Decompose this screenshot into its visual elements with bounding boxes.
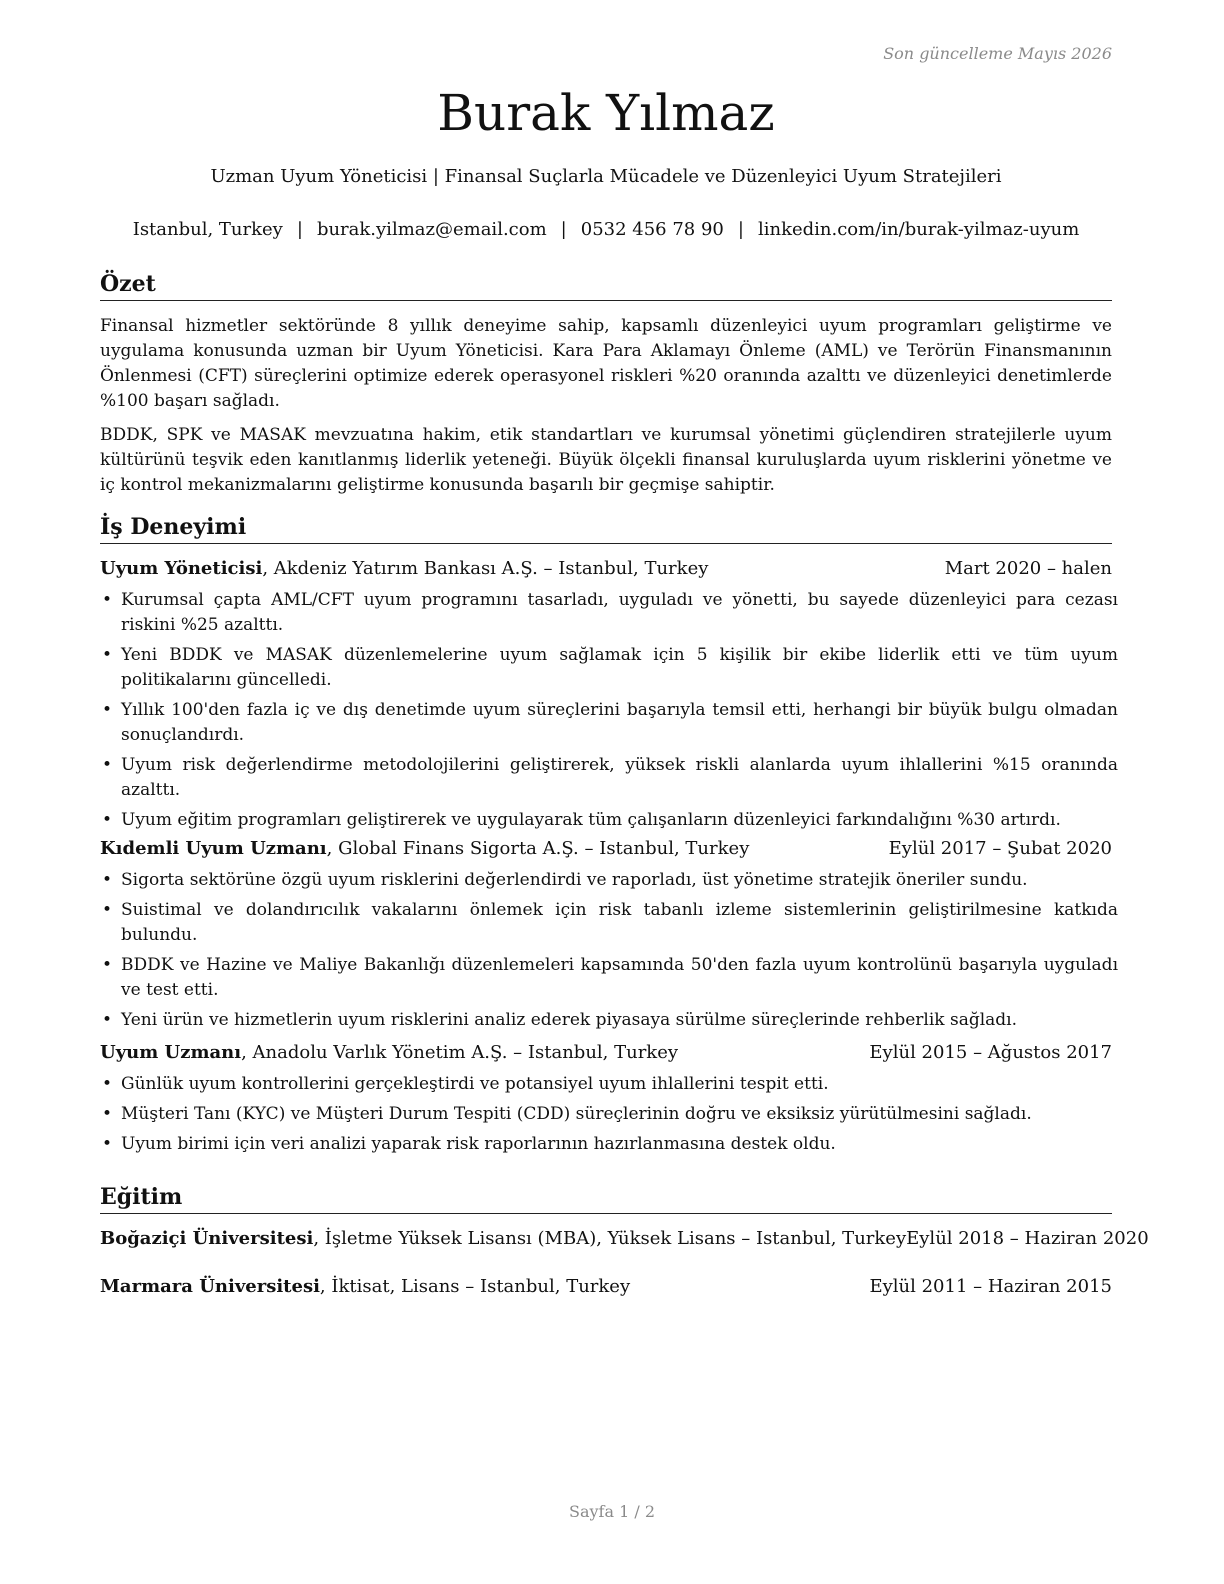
- contact-location: Istanbul, Turkey: [132, 219, 283, 240]
- bullet-text: Sigorta sektörüne özgü uyum risklerini değerlendirdi ve raporladı, üst yönetime stratejik öneriler sundu.: [121, 870, 1028, 890]
- job-header: [100, 838, 1112, 859]
- job-bullets: [100, 868, 1118, 1038]
- bullet-text: Yeni ürün ve hizmetlerin uyum risklerini analiz ederek piyasaya sürülme süreçlerinde rehberlik sağladı.: [121, 1010, 1018, 1030]
- job-details: , Akdeniz Yatırım Bankası A.Ş. – Istanbul, Turkey: [262, 558, 709, 579]
- contact-line: [100, 219, 1112, 240]
- bullet-text: Uyum birimi için veri analizi yaparak risk raporlarının hazırlanmasına destek oldu.: [121, 1134, 836, 1154]
- section-heading-experience: İş Deneyimi: [100, 513, 1112, 544]
- job-details: , Anadolu Varlık Yönetim A.Ş. – Istanbul, Turkey: [241, 1042, 679, 1063]
- education-details: , İktisat, Lisans – Istanbul, Turkey: [319, 1276, 631, 1297]
- bullet-icon: •: [102, 1104, 113, 1124]
- contact-separator: |: [296, 219, 303, 240]
- tagline: Uzman Uyum Yöneticisi | Finansal Suçlarla Mücadele ve Düzenleyici Uyum Stratejileri: [210, 166, 1002, 187]
- bullet-text: Uyum risk değerlendirme metodolojilerini geliştirerek, yüksek riskli alanlarda uyum ihlallerini %15 oranında azalttı.: [121, 755, 1118, 800]
- school-name: Boğaziçi Üniversitesi: [100, 1228, 314, 1249]
- last-updated: Son güncelleme Mayıs 2026: [883, 44, 1112, 63]
- list-item: [100, 698, 1118, 748]
- bullet-icon: •: [102, 645, 113, 665]
- bullet-icon: •: [102, 1010, 113, 1030]
- list-item: [100, 953, 1118, 1003]
- list-item: [100, 1072, 1118, 1097]
- list-item: [100, 898, 1118, 948]
- bullet-icon: •: [102, 755, 113, 775]
- job-bullets: [100, 1072, 1118, 1162]
- education-line: [100, 1276, 630, 1297]
- education-item: [100, 1276, 1112, 1297]
- school-name: Marmara Üniversitesi: [100, 1276, 320, 1297]
- bullet-icon: •: [102, 955, 113, 975]
- job-header: [100, 558, 1112, 579]
- bullet-text: Günlük uyum kontrollerini gerçekleştirdi ve potansiyel uyum ihlallerini tespit etti.: [121, 1074, 829, 1094]
- section-heading-summary: Özet: [100, 270, 1112, 301]
- bullet-text: Suistimal ve dolandırıcılık vakalarını önlemek için risk tabanlı izleme sistemlerinin geliştirilmesine katkıda bulundu.: [121, 900, 1118, 945]
- job-dates: Eylül 2015 – Ağustos 2017: [869, 1042, 1112, 1063]
- list-item: [100, 1008, 1118, 1033]
- list-item: [100, 1102, 1118, 1127]
- job-title: Uyum Yöneticisi: [100, 558, 263, 579]
- education-dates: Eylül 2011 – Haziran 2015: [869, 1276, 1112, 1297]
- bullet-text: BDDK ve Hazine ve Maliye Bakanlığı düzenlemeleri kapsamında 50'den fazla uyum kontrolünü başarıyla uyguladı ve test etti.: [121, 955, 1118, 1000]
- bullet-icon: •: [102, 870, 113, 890]
- section-heading-education: Eğitim: [100, 1183, 1112, 1214]
- bullet-text: Kurumsal çapta AML/CFT uyum programını tasarladı, uyguladı ve yönetti, bu sayede düzenleyici para cezası riskini %25 azalttı.: [121, 590, 1118, 635]
- education-dates: Eylül 2018 – Haziran 2020: [906, 1228, 1149, 1249]
- job-dates: Mart 2020 – halen: [944, 558, 1112, 579]
- contact-phone: 0532 456 78 90: [580, 219, 724, 240]
- resume-page: [100, 0, 1149, 1584]
- contact-separator: |: [560, 219, 567, 240]
- list-item: [100, 808, 1118, 833]
- education-details: , İşletme Yüksek Lisansı (MBA), Yüksek Lisans – Istanbul, Turkey: [313, 1228, 907, 1249]
- job-bullets: [100, 588, 1118, 838]
- summary-paragraph-1: Finansal hizmetler sektöründe 8 yıllık deneyime sahip, kapsamlı düzenleyici uyum programları geliştirme ve uygulama konusunda uzman bir Uyum Yöneticisi. Kara Para Aklamayı Önleme (AML) ve Terörün Finansmanının Önlenmesi (CFT) süreçlerini optimize ederek operasyonel riskleri %20 oranında azalttı ve düzenleyici denetimlerde %100 başarı sağladı.: [100, 316, 1112, 411]
- list-item: [100, 643, 1118, 693]
- job-title-line: [100, 558, 708, 579]
- job-title: Kıdemli Uyum Uzmanı: [100, 838, 327, 859]
- education-line: [100, 1228, 906, 1249]
- job-header: [100, 1042, 1112, 1063]
- list-item: [100, 868, 1118, 893]
- contact-separator: |: [737, 219, 744, 240]
- job-dates: Eylül 2017 – Şubat 2020: [888, 838, 1112, 859]
- bullet-text: Müşteri Tanı (KYC) ve Müşteri Durum Tespiti (CDD) süreçlerinin doğru ve eksiksiz yürütülmesini sağladı.: [121, 1104, 1032, 1124]
- job-details: , Global Finans Sigorta A.Ş. – Istanbul, Turkey: [326, 838, 750, 859]
- bullet-text: Yeni BDDK ve MASAK düzenlemelerine uyum sağlamak için 5 kişilik bir ekibe liderlik etti ve tüm uyum politikalarını güncelledi.: [121, 645, 1118, 690]
- list-item: [100, 1132, 1118, 1157]
- bullet-text: Yıllık 100'den fazla iç ve dış denetimde uyum süreçlerini başarıyla temsil etti, herhangi bir büyük bulgu olmadan sonuçlandırdı.: [121, 700, 1118, 745]
- list-item: [100, 753, 1118, 803]
- contact-email[interactable]: burak.yilmaz@email.com: [316, 219, 547, 240]
- summary-paragraph-2: BDDK, SPK ve MASAK mevzuatına hakim, etik standartları ve kurumsal yönetimi güçlendiren stratejilerle uyum kültürünü teşvik eden kanıtlanmış liderlik yeteneği. Büyük ölçekli finansal kuruluşlarda uyum risklerini yönetme ve iç kontrol mekanizmalarını geliştirme konusunda başarılı bir geçmişe sahiptir.: [100, 425, 1112, 495]
- bullet-icon: •: [102, 810, 113, 830]
- page-number: Sayfa 1 / 2: [568, 1502, 655, 1521]
- bullet-text: Uyum eğitim programları geliştirerek ve uygulayarak tüm çalışanların düzenleyici farkındalığını %30 artırdı.: [121, 810, 1061, 830]
- list-item: [100, 588, 1118, 638]
- bullet-icon: •: [102, 1074, 113, 1094]
- bullet-icon: •: [102, 1134, 113, 1154]
- job-title: Uyum Uzmanı: [100, 1042, 242, 1063]
- job-title-line: [100, 1042, 678, 1063]
- contact-linkedin[interactable]: linkedin.com/in/burak-yilmaz-uyum: [757, 219, 1080, 240]
- bullet-icon: •: [102, 590, 113, 610]
- bullet-icon: •: [102, 700, 113, 720]
- person-name: Burak Yılmaz: [437, 84, 775, 142]
- job-title-line: [100, 838, 749, 859]
- bullet-icon: •: [102, 900, 113, 920]
- education-item: [100, 1228, 1149, 1249]
